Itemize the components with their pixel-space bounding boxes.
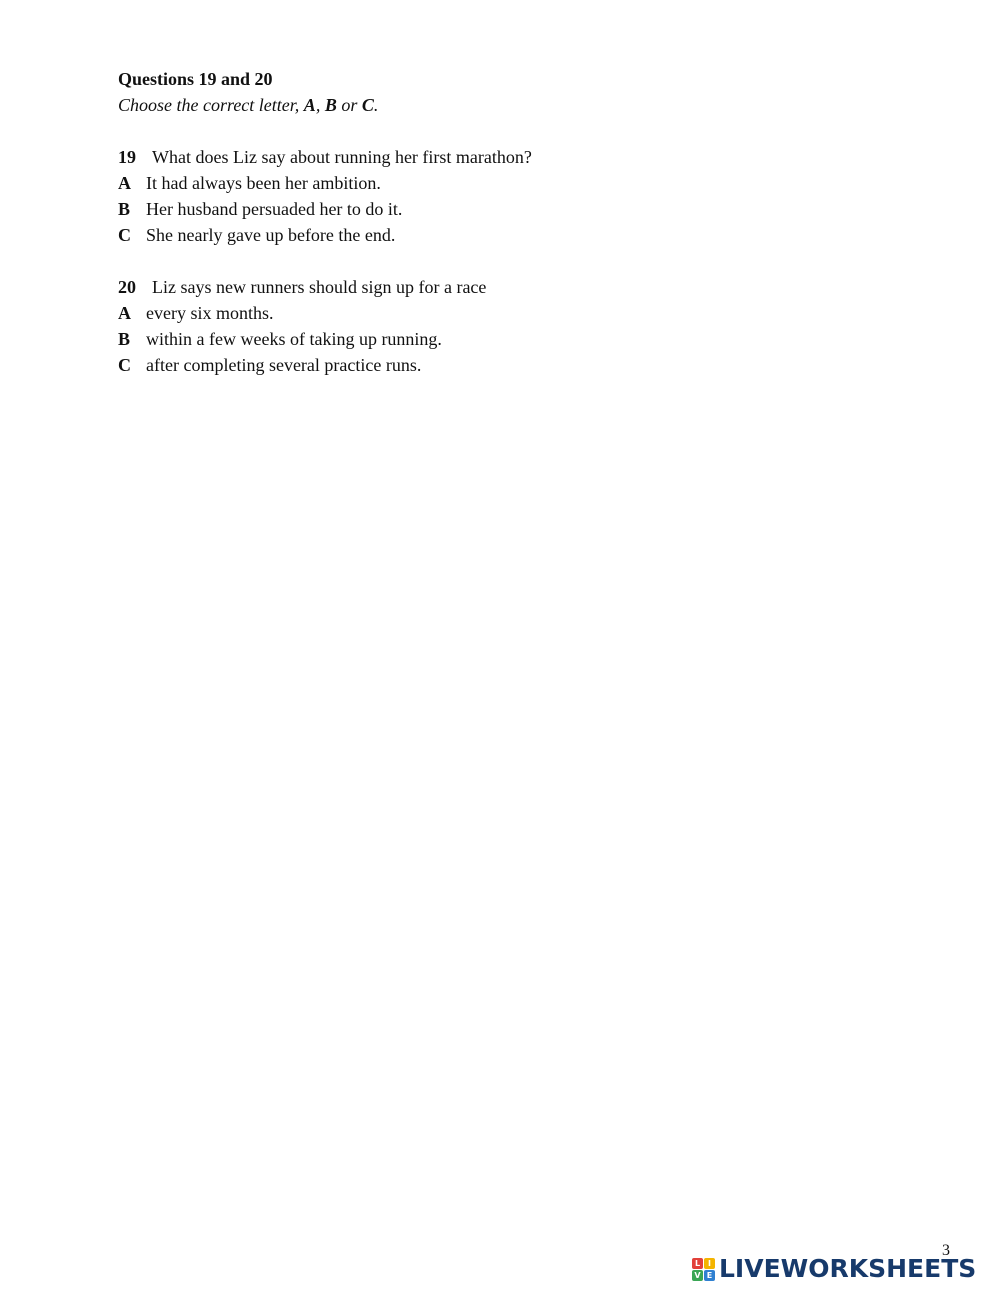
question-stem [118, 144, 878, 170]
instruction-separator-2: or [336, 95, 362, 115]
question-text: Liz says new runners should sign up for a race [152, 277, 487, 297]
instruction-suffix: . [373, 95, 379, 115]
logo-mark-icon [692, 1258, 715, 1281]
question-number: 19 [118, 147, 136, 167]
question-text: What does Liz say about running her first marathon? [152, 147, 532, 167]
option-text: within a few weeks of taking up running. [146, 329, 442, 349]
question-stem [118, 274, 878, 300]
answer-option-b[interactable] [118, 196, 878, 222]
answer-option-c[interactable] [118, 352, 878, 378]
page-number: 3 [942, 1242, 950, 1259]
option-text: She nearly gave up before the end. [146, 225, 396, 245]
logo-wordmark: LIVEWORKSHEETS [719, 1254, 977, 1283]
answer-option-a[interactable] [118, 170, 878, 196]
logo-mark-tile-i: I [704, 1258, 715, 1269]
question-number: 20 [118, 277, 136, 297]
liveworksheets-logo [692, 1254, 976, 1284]
option-letter: A [118, 303, 131, 323]
instruction-letter-a: A [303, 95, 316, 115]
logo-mark-tile-e: E [704, 1270, 715, 1281]
section-heading: Questions 19 and 20 [118, 69, 273, 89]
logo-mark-tile-v: V [692, 1270, 703, 1281]
question-section [118, 66, 878, 378]
option-letter: A [118, 173, 131, 193]
option-text: It had always been her ambition. [146, 173, 381, 193]
answer-option-a[interactable] [118, 300, 878, 326]
section-instruction [118, 92, 878, 118]
instruction-prefix: Choose the correct letter, [118, 95, 304, 115]
answer-option-b[interactable] [118, 326, 878, 352]
option-letter: B [118, 199, 131, 219]
question-20 [118, 274, 878, 378]
option-text: after completing several practice runs. [146, 355, 422, 375]
answer-option-c[interactable] [118, 222, 878, 248]
instruction-letter-c: C [361, 95, 374, 115]
option-text: Her husband persuaded her to do it. [146, 199, 403, 219]
option-letter: C [118, 355, 131, 375]
option-letter: C [118, 225, 131, 245]
logo-mark-tile-l: L [692, 1258, 703, 1269]
instruction-letter-b: B [324, 95, 337, 115]
option-letter: B [118, 329, 131, 349]
instruction-separator-1: , [315, 95, 325, 115]
option-text: every six months. [146, 303, 274, 323]
question-19 [118, 144, 878, 248]
